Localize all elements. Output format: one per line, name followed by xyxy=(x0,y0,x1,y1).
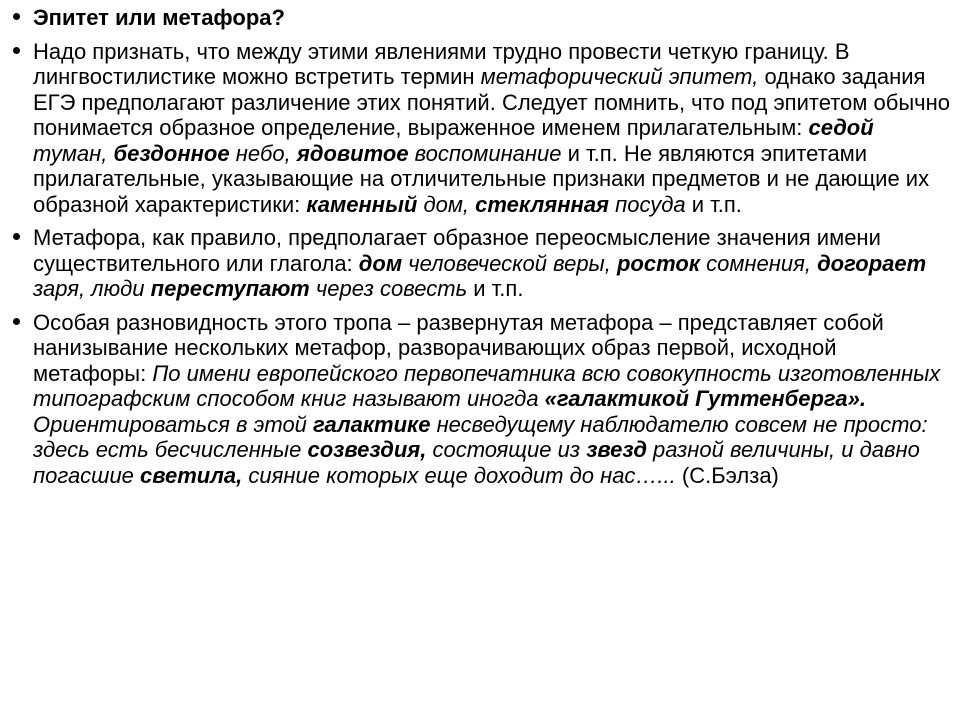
text-run: дом, xyxy=(417,191,476,217)
text-run: дом xyxy=(358,250,403,276)
text-run: разной величины, и давно погасшие xyxy=(33,437,920,488)
text-run: человеческой веры, xyxy=(402,250,617,276)
text-run: переступают xyxy=(150,276,310,301)
text-run: росток xyxy=(616,250,700,276)
text-run: заря, люди xyxy=(33,276,151,301)
bullet-item xyxy=(11,39,952,218)
text-run: посуда xyxy=(609,191,686,217)
text-run: седой xyxy=(808,115,874,140)
text-run: светила, xyxy=(140,462,243,488)
bullet-marker-icon xyxy=(13,233,20,240)
bullet-item xyxy=(11,5,952,31)
bullet-text xyxy=(33,39,950,217)
text-run: созвездия, xyxy=(307,437,427,462)
text-run: и т.п. Не являются эпитетами прилагательные, указывающие на отличительные признаки предметов и не дающие их образной характеристики: xyxy=(33,140,930,217)
bullet-text xyxy=(33,225,926,301)
text-run: через совесть xyxy=(309,276,468,301)
bullet-marker-icon xyxy=(13,13,20,20)
bullet-list xyxy=(11,5,952,488)
text-run: стеклянная xyxy=(475,191,610,217)
text-run: Эпитет или метафора? xyxy=(33,5,285,30)
text-run: (С.Бэлза) xyxy=(675,462,779,488)
bullet-item xyxy=(11,310,952,489)
text-run: состоящие из xyxy=(426,437,587,462)
text-run: воспоминание xyxy=(408,140,562,166)
text-run: каменный xyxy=(306,191,418,217)
bullet-item xyxy=(11,225,952,302)
bullet-text xyxy=(33,5,285,30)
text-run: сомнения, xyxy=(699,250,818,276)
text-run: «галактикой Гуттенберга». xyxy=(544,386,866,411)
text-run: и т.п. xyxy=(467,276,524,301)
text-run: бездонное xyxy=(113,140,230,166)
text-run: Ориентироваться в этой xyxy=(33,411,314,437)
bullet-marker-icon xyxy=(13,318,20,325)
text-run: однако задания ЕГЭ предполагают различение этих понятий. Следует помнить, что под эпитетом обычно понимается образное определение, выраженное именем прилагательным: xyxy=(33,64,950,140)
text-run: небо, xyxy=(229,140,297,166)
text-run: Особая разновидность этого тропа – развернутая метафора – представляет собой нанизывание нескольких метафор, разворачивающих образ первой, исходной метафоры: xyxy=(33,309,884,386)
bullet-marker-icon xyxy=(13,47,20,54)
text-run: и т.п. xyxy=(685,191,742,217)
text-run: несведущему наблюдателю совсем не просто: здесь есть бесчисленные xyxy=(33,411,928,462)
text-run: туман, xyxy=(33,140,114,166)
text-run: звезд xyxy=(586,437,647,462)
text-run: сияние которых еще доходит до нас…... xyxy=(242,462,676,488)
text-run: По имени европейского первопечатника всю совокупность изготовленных типографским способом книг называют иногда xyxy=(33,360,941,411)
text-run: ядовитое xyxy=(296,140,409,166)
text-run: метафорический эпитет, xyxy=(480,64,759,89)
text-run: догорает xyxy=(817,250,927,276)
text-run: Метафора, как правило, предполагает образное переосмысление значения имени существительного или глагола: xyxy=(33,225,881,276)
text-run: галактике xyxy=(313,411,431,437)
bullet-text xyxy=(33,310,940,488)
text-run: Надо признать, что между этими явлениями трудно провести четкую границу. В лингвостилистике можно встретить термин xyxy=(33,38,850,89)
